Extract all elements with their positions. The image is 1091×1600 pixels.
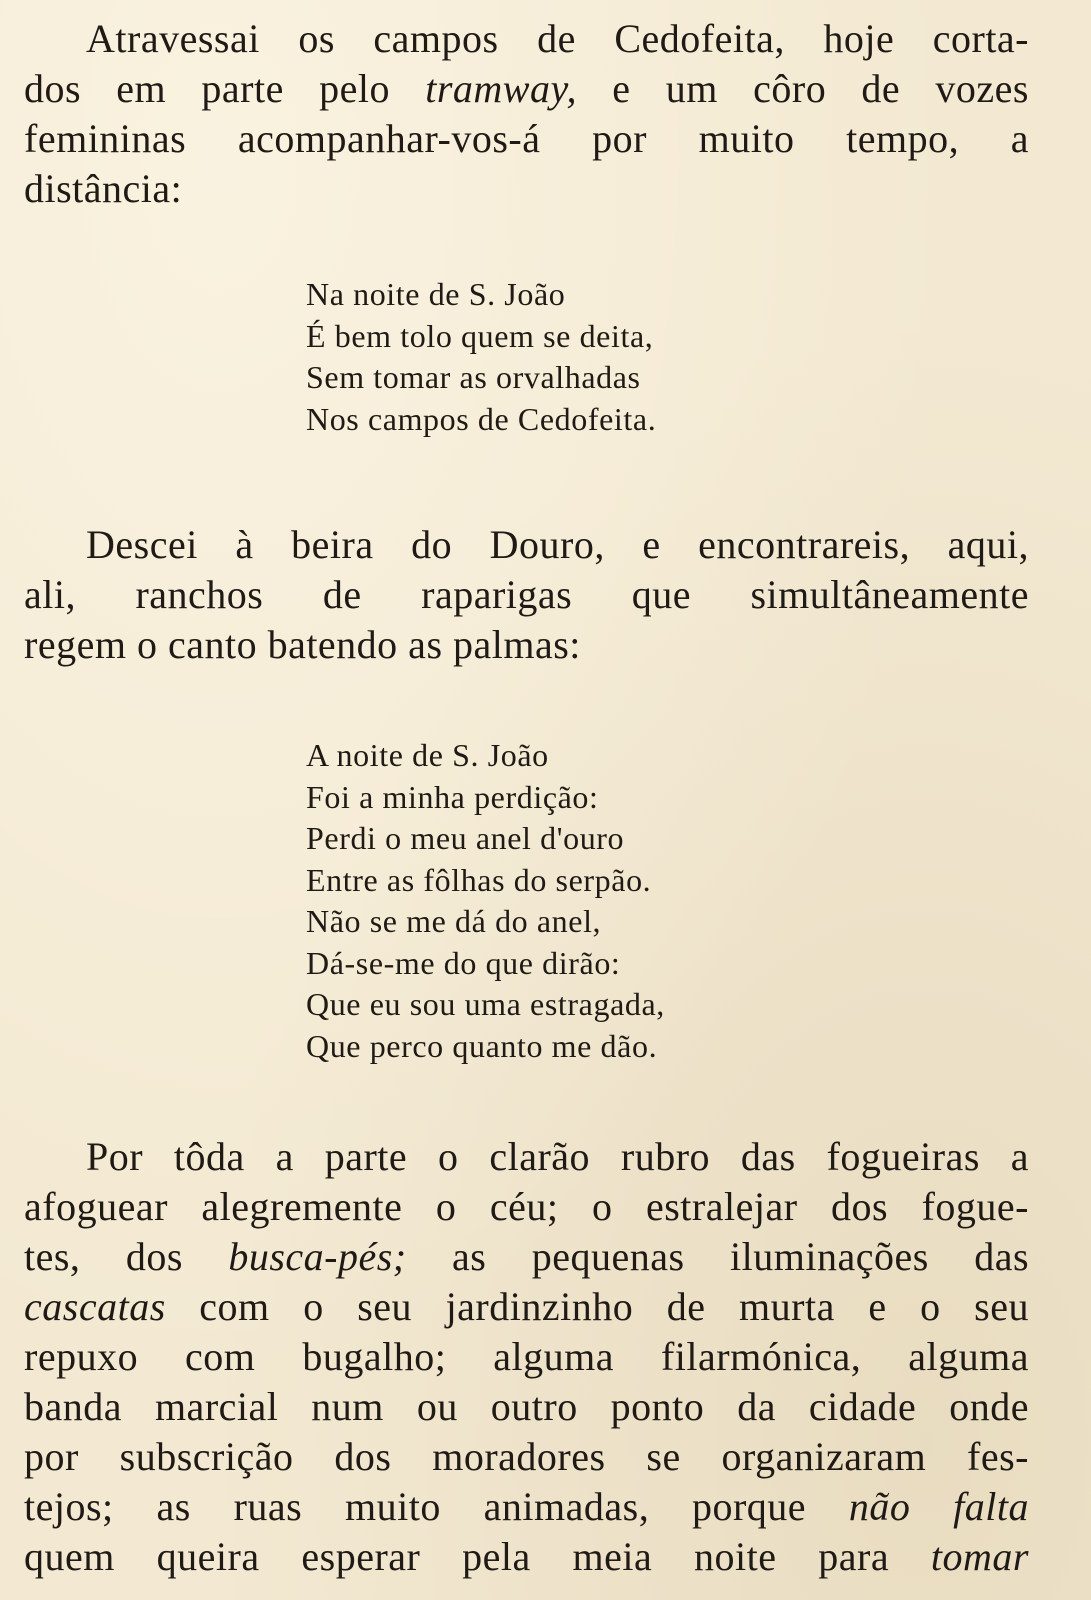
italic-term: tomar [930, 1534, 1029, 1579]
text-line [24, 1232, 1029, 1282]
verse-line: Entre as fôlhas do serpão. [306, 861, 652, 898]
verse-line: Perdi o meu anel d'ouro [306, 820, 625, 856]
paragraph-douro [24, 520, 1029, 670]
text-line: regem o canto batendo as palmas: [24, 622, 581, 667]
text-line: repuxo com bugalho; alguma filarmónica, alguma [24, 1334, 1029, 1379]
verse-line: Sem tomar as orvalhadas [306, 359, 641, 395]
verse-line: É bem tolo quem se deita, [306, 317, 654, 354]
verse-line: Foi a minha perdição: [306, 778, 599, 815]
verse-line: Não se me dá do anel, [306, 903, 602, 939]
italic-term: não falta [848, 1484, 1030, 1529]
text-fragment: e um côro de vozes [612, 66, 1030, 111]
italic-term: busca-pés; [228, 1234, 407, 1279]
text-line: por subscrição dos moradores se organizaram fes- [24, 1434, 1029, 1479]
text-line: Descei à beira do Douro, e encontrareis, aqui, [86, 522, 1029, 567]
text-line: Por tôda a parte o clarão rubro das fogueiras a [86, 1134, 1029, 1179]
text-fragment: quem queira esperar pela meia noite para [24, 1534, 890, 1579]
text-line: distância: [24, 166, 183, 211]
text-line: Atravessai os campos de Cedofeita, hoje corta- [86, 16, 1029, 61]
verse-line: A noite de S. João [306, 737, 549, 773]
text-line: femininas acompanhar-vos-á por muito tempo, a [24, 116, 1029, 161]
text-line: ali, ranchos de raparigas que simultâneamente [24, 572, 1029, 617]
verse-line: Que eu sou uma estragada, [306, 986, 665, 1022]
italic-term: cascatas [24, 1284, 166, 1329]
text-line [24, 64, 1029, 114]
verse-quatrain [24, 274, 1029, 440]
text-fragment: com o seu jardinzinho de murta e o seu [199, 1284, 1030, 1329]
italic-term: tramway, [425, 66, 578, 111]
verse-line: Na noite de S. João [306, 276, 566, 312]
verse-line: Que perco quanto me dão. [306, 1027, 658, 1064]
paragraph-cedofeita [24, 14, 1029, 214]
verse-line: Nos campos de Cedofeita. [306, 400, 657, 437]
verse-line: Dá-se-me do que dirão: [306, 944, 621, 981]
text-fragment: dos em parte pelo [24, 66, 390, 111]
text-line [24, 1282, 1029, 1332]
text-fragment: tejos; as ruas muito animadas, porque [24, 1484, 807, 1529]
text-fragment: tes, dos [24, 1234, 183, 1279]
text-line [24, 1532, 1029, 1582]
text-line: afoguear alegremente o céu; o estralejar dos fogue- [24, 1184, 1029, 1229]
text-line: banda marcial num ou outro ponto da cidade onde [24, 1384, 1029, 1429]
text-fragment: as pequenas iluminações das [452, 1234, 1030, 1279]
verse-stanza [24, 735, 1029, 1067]
text-line [24, 1482, 1029, 1532]
paragraph-fogueiras [24, 1132, 1029, 1582]
